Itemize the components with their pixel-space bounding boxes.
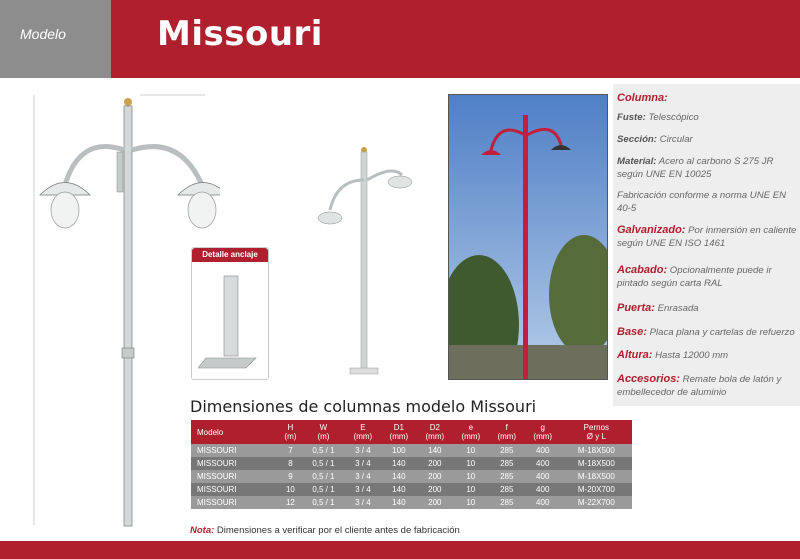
table-cell: 9 [279,470,302,483]
column-header: W (m) [302,420,345,444]
table-cell: 10 [453,470,489,483]
modelo-label: Modelo [20,26,66,42]
photo-pole [523,115,528,380]
anchor-detail-box [191,247,269,380]
table-row [191,444,632,457]
spec-acabado: Acabado: Opcionalmente puede ir pintado según carta RAL [617,264,772,289]
specs-panel [613,84,800,406]
table-cell: M-20X700 [561,483,632,496]
photo-illustration [449,95,608,380]
table-cell: M-18X500 [561,470,632,483]
pole-ring [122,348,134,358]
render-shaft [361,152,367,372]
table-cell: 400 [525,496,561,509]
note: Nota: Dimensiones a verificar por el cliente antes de fabricación [190,525,460,536]
table-cell: 7 [279,444,302,457]
table-cell: 400 [525,483,561,496]
spec-base: Base: Placa plana y cartelas de refuerzo [617,326,795,338]
spec-accesorios: Accesorios: Remate bola de latón y embellecedor de aluminio [617,373,782,398]
spec-fabricacion: Fabricación conforme a norma UNE EN 40-5 [617,190,787,214]
render-right-lamp [388,176,412,188]
table-cell: MISSOURI [191,483,279,496]
table-cell: 140 [417,444,453,457]
pole-shaft [124,106,132,526]
table-row [191,457,632,470]
right-arm [132,147,202,185]
anchor-base-plate [198,358,256,368]
table-cell: 10 [279,483,302,496]
table-cell: 3 / 4 [345,483,381,496]
spec-seccion: Sección: Circular [617,134,693,145]
column-header: Pernos Ø y L [561,420,632,444]
modelo-tab [0,0,111,78]
footer-bar [0,541,800,559]
table-cell: 3 / 4 [345,470,381,483]
table-cell: 0,5 / 1 [302,496,345,509]
table-cell: 140 [381,496,417,509]
render-left-arm [330,180,364,210]
table-cell: 400 [525,470,561,483]
table-cell: 3 / 4 [345,444,381,457]
spec-altura: Altura: Hasta 12000 mm [617,349,729,361]
table-cell: M-18X500 [561,457,632,470]
spec-puerta: Puerta: Enrasada [617,302,699,314]
table-cell: M-22X700 [561,496,632,509]
table-cell: 3 / 4 [345,496,381,509]
table-cell: MISSOURI [191,470,279,483]
table-cell: 10 [453,457,489,470]
brass-finial [124,98,132,106]
photo-ground [449,345,608,380]
table-cell: 140 [381,483,417,496]
table-body [191,444,632,509]
table-cell: MISSOURI [191,457,279,470]
table-cell: 0,5 / 1 [302,444,345,457]
render-base-plate [350,368,378,374]
left-arm [65,147,124,185]
table-cell: M-18X500 [561,444,632,457]
post-render [312,140,422,380]
arm-bracket [117,152,123,192]
column-header: H (m) [279,420,302,444]
column-header: g (mm) [525,420,561,444]
page-title: Missouri [157,14,323,54]
table-cell: 285 [489,470,525,483]
table-header-row [191,420,632,444]
right-lamp-globe [188,192,216,228]
table-cell: 285 [489,483,525,496]
technical-drawing [20,90,220,530]
table-row [191,470,632,483]
anchor-tube [224,276,238,356]
table-cell: 200 [417,496,453,509]
table-cell: 200 [417,470,453,483]
table-cell: 12 [279,496,302,509]
table-cell: 3 / 4 [345,457,381,470]
spec-material: Material: Acero al carbono S 275 JR según UNE EN 10025 [617,156,774,180]
table-cell: 400 [525,444,561,457]
dimensions-title: Dimensiones de columnas modelo Missouri [190,397,537,416]
table-cell: 140 [381,470,417,483]
table-cell: 0,5 / 1 [302,470,345,483]
table-cell: 8 [279,457,302,470]
table-cell: MISSOURI [191,496,279,509]
table-row [191,496,632,509]
left-lamp-globe [51,192,79,228]
table-cell: 285 [489,457,525,470]
table-cell: 400 [525,457,561,470]
table-cell: 10 [453,496,489,509]
spec-fuste: Fuste: Telescópico [617,112,699,123]
column-header: D2 (mm) [417,420,453,444]
table-cell: 10 [453,444,489,457]
table-cell: 100 [381,444,417,457]
table-cell: 200 [417,483,453,496]
column-header: f (mm) [489,420,525,444]
anchor-detail-label: Detalle anclaje [192,248,268,262]
column-header: D1 (mm) [381,420,417,444]
spec-columna: Columna: [617,92,668,104]
table-cell: 285 [489,444,525,457]
header-bar [0,0,800,78]
table-row [191,483,632,496]
table-cell: 0,5 / 1 [302,457,345,470]
dimensions-table [191,420,632,509]
table-cell: 140 [381,457,417,470]
column-header: e (mm) [453,420,489,444]
column-header: Modelo [191,420,279,444]
anchor-detail-drawing [198,266,264,376]
table-cell: 285 [489,496,525,509]
table-cell: MISSOURI [191,444,279,457]
table-cell: 0,5 / 1 [302,483,345,496]
table-cell: 200 [417,457,453,470]
spec-galvanizado: Galvanizado: Por inmersión en caliente según UNE EN ISO 1461 [617,224,797,249]
render-left-lamp [318,212,342,224]
table-cell: 10 [453,483,489,496]
installation-photo [448,94,608,380]
column-header: E (mm) [345,420,381,444]
